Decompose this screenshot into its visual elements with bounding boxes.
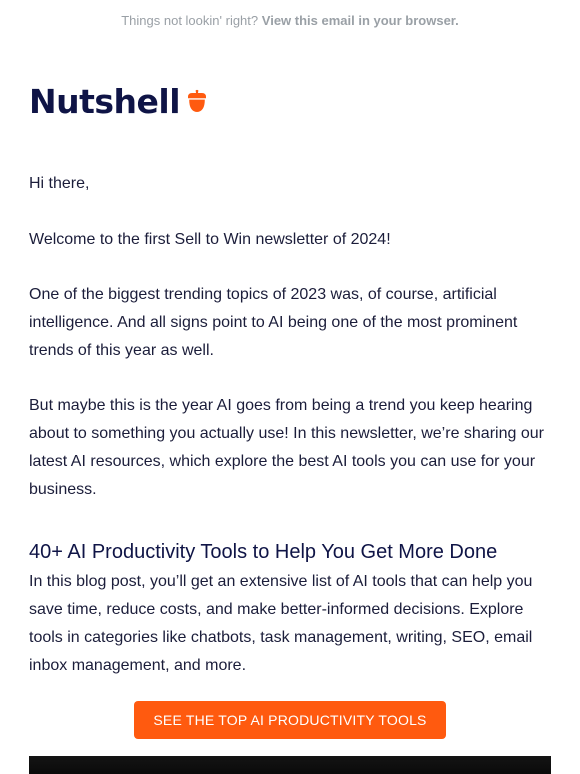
- resources-paragraph: But maybe this is the year AI goes from being a trend you keep hearing about to something you actually use! In this newsletter, we’re sharing our latest AI resources, which explore the best AI tools you can use for your business.: [29, 397, 544, 498]
- section-title: 40+ AI Productivity Tools to Help You Get More Done: [29, 541, 498, 563]
- preheader-text: Things not lookin' right?: [121, 13, 259, 28]
- greeting: Hi there,: [29, 175, 90, 192]
- trend-paragraph: One of the biggest trending topics of 2023 was, of course, artificial intelligence. And all signs point to AI being one of the most prominent trends of this year as well.: [29, 286, 518, 359]
- section-description: In this blog post, you’ll get an extensive list of AI tools that can help you save time, reduce costs, and make better-informed decisions. Explore tools in categories like chatbots, task management, writing, SEO, email inbox management, and more.: [29, 573, 533, 674]
- preheader: [0, 13, 580, 28]
- article-image[interactable]: [29, 756, 551, 774]
- see-top-ai-tools-button[interactable]: SEE THE TOP AI PRODUCTIVITY TOOLS: [134, 701, 445, 739]
- intro-paragraph: Welcome to the first Sell to Win newsletter of 2024!: [29, 231, 391, 248]
- acorn-icon: [187, 89, 207, 118]
- logo-text: Nutshell: [29, 82, 181, 121]
- view-in-browser-link[interactable]: View this email in your browser.: [261, 13, 459, 28]
- email-body: [29, 170, 551, 739]
- cta-container: [29, 701, 551, 739]
- nutshell-logo[interactable]: [29, 82, 207, 121]
